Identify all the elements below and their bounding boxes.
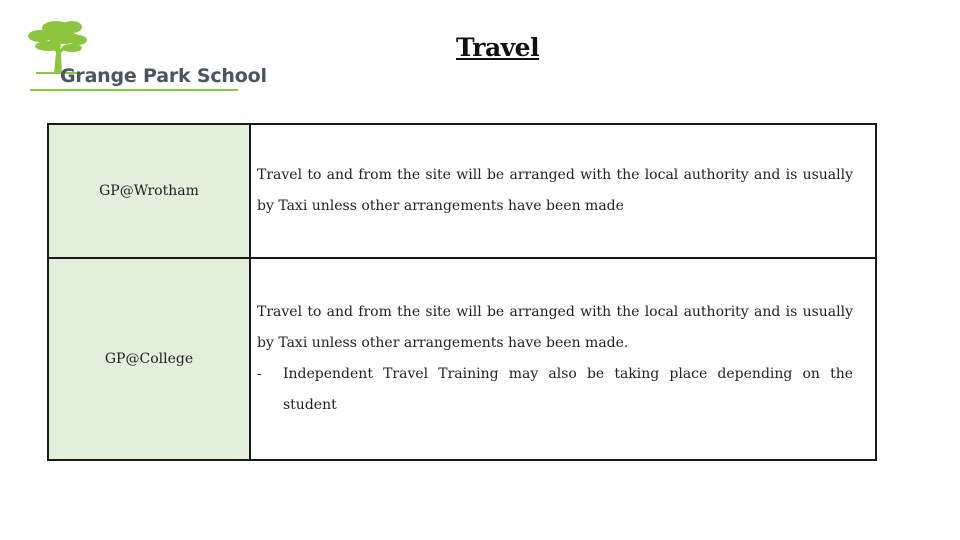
- travel-table: [47, 123, 877, 461]
- bullet-item: [257, 359, 853, 421]
- school-logo: [26, 18, 267, 94]
- table-row: [48, 258, 876, 460]
- bullet-marker: -: [257, 366, 262, 382]
- description-text: Travel to and from the site will be arranged with the local authority and is usually by Taxi unless other arrangements have been made: [257, 167, 853, 214]
- table-row: [48, 124, 876, 258]
- bullet-text: Independent Travel Training may also be taking place depending on the student: [283, 366, 853, 413]
- page-title: Travel: [456, 33, 540, 62]
- description-text: Travel to and from the site will be arranged with the local authority and is usually by Taxi unless other arrangements have been made.: [257, 304, 853, 351]
- site-description-cell: [250, 124, 876, 258]
- site-name-cell: GP@College: [48, 258, 250, 460]
- site-description-cell: [250, 258, 876, 460]
- logo-underline: [30, 89, 238, 91]
- site-name-cell: GP@Wrotham: [48, 124, 250, 258]
- logo-text: Grange Park School: [60, 65, 267, 87]
